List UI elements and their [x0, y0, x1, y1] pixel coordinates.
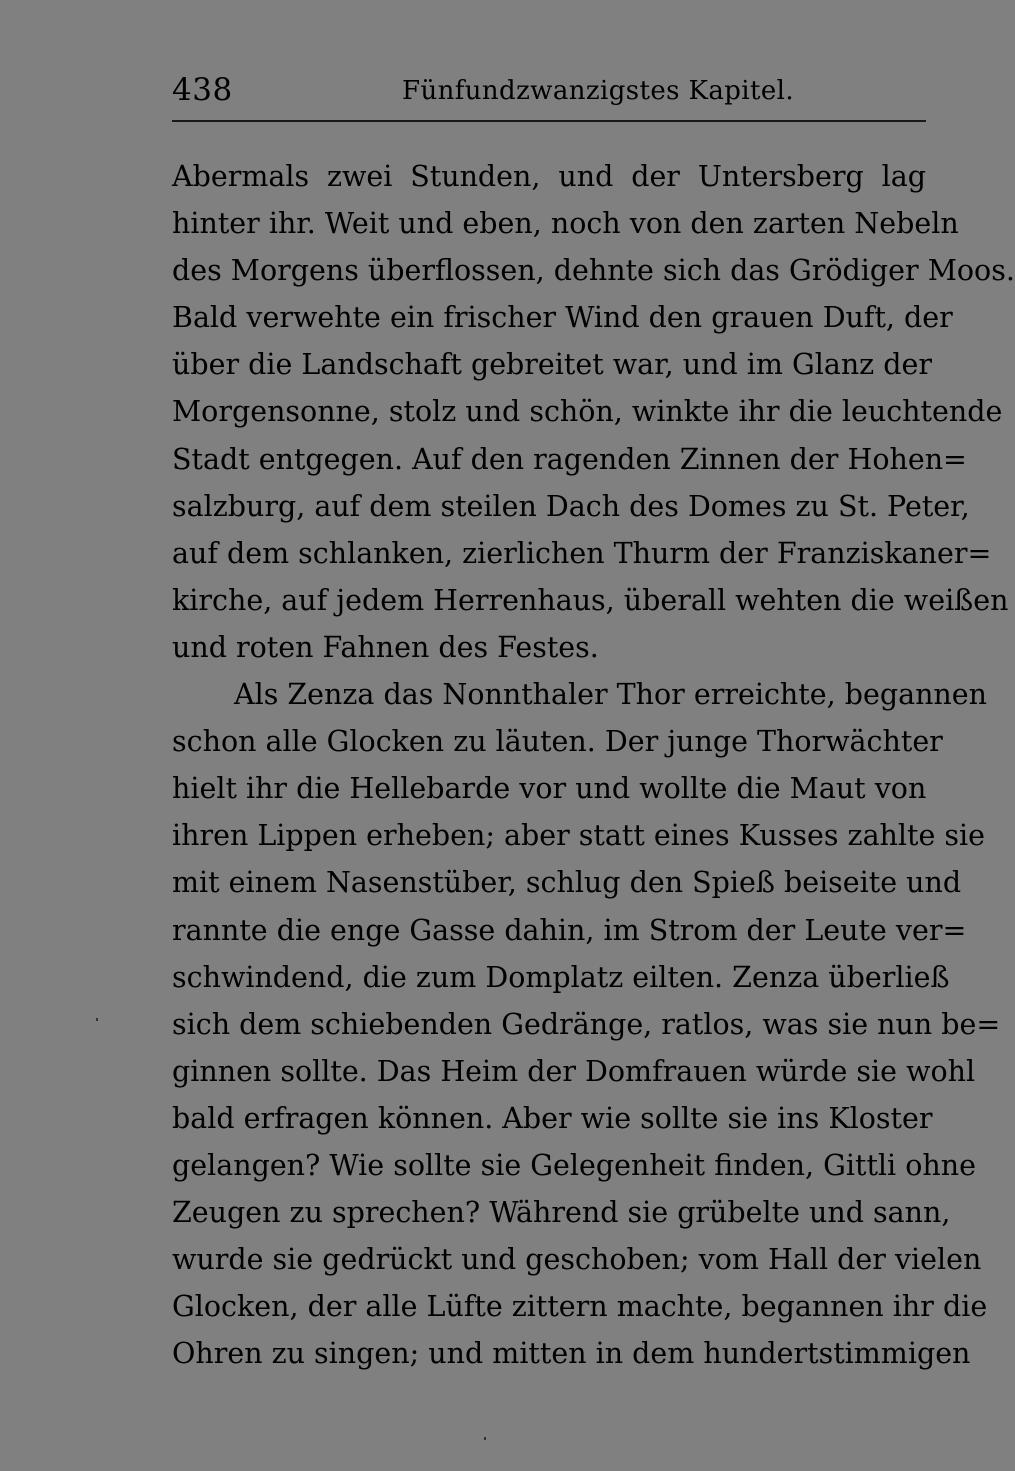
chapter-title: Fünfundzwanzigstes Kapitel. [402, 76, 795, 106]
text-line: rannte die enge Gasse dahin, im Strom der Leute ver= [172, 913, 967, 947]
text-line: Ohren zu singen; und mitten in dem hundertstimmigen [172, 1337, 971, 1371]
text-line: salzburg, auf dem steilen Dach des Domes zu St. Peter, [172, 489, 970, 523]
header-rule [172, 120, 926, 122]
running-head [172, 64, 926, 112]
page-number: 438 [172, 72, 233, 108]
scan-speck [484, 1437, 486, 1440]
text-line: Abermals zwei Stunden, und der Untersberg lag [172, 160, 926, 193]
text-line: hielt ihr die Hellebarde vor und wollte die Maut von [172, 772, 927, 806]
text-line: schon alle Glocken zu läuten. Der junge Thorwächter [172, 725, 943, 759]
text-line: ihren Lippen erheben; aber statt eines Kusses zahlte sie [172, 819, 986, 853]
text-line: kirche, auf jedem Herrenhaus, überall wehten die weißen [172, 583, 1009, 617]
text-line: und roten Fahnen des Festes. [172, 630, 599, 664]
text-line: schwindend, die zum Domplatz eilten. Zenza überließ [172, 960, 950, 994]
text-line: gelangen? Wie sollte sie Gelegenheit finden, Gittli ohne [172, 1148, 976, 1182]
text-line: hinter ihr. Weit und eben, noch von den zarten Nebeln [172, 207, 959, 241]
body-text [172, 153, 1015, 1377]
text-line: Zeugen zu sprechen? Während sie grübelte und sann, [172, 1196, 951, 1230]
text-line: ginnen sollte. Das Heim der Domfrauen würde sie wohl [172, 1054, 976, 1088]
text-line: Stadt entgegen. Auf den ragenden Zinnen der Hohen= [172, 442, 967, 476]
text-line: über die Landschaft gebreitet war, und im Glanz der [172, 348, 932, 382]
text-line: mit einem Nasenstüber, schlug den Spieß beiseite und [172, 866, 962, 900]
text-line: des Morgens überflossen, dehnte sich das Grödiger Moos. [172, 254, 1015, 288]
scan-speck [96, 1018, 98, 1021]
text-line: Morgensonne, stolz und schön, winkte ihr die leuchtende [172, 395, 1003, 429]
text-line: wurde sie gedrückt und geschoben; vom Hall der vielen [172, 1243, 982, 1277]
text-line: Glocken, der alle Lüfte zittern machte, begannen ihr die [172, 1290, 988, 1324]
text-line: sich dem schiebenden Gedränge, ratlos, was sie nun be= [172, 1007, 1001, 1041]
text-line: Bald verwehte ein frischer Wind den grauen Duft, der [172, 301, 953, 335]
text-line: auf dem schlanken, zierlichen Thurm der Franziskaner= [172, 536, 992, 570]
text-line: bald erfragen können. Aber wie sollte sie ins Kloster [172, 1101, 933, 1135]
text-line: Als Zenza das Nonnthaler Thor erreichte, begannen [234, 678, 987, 712]
